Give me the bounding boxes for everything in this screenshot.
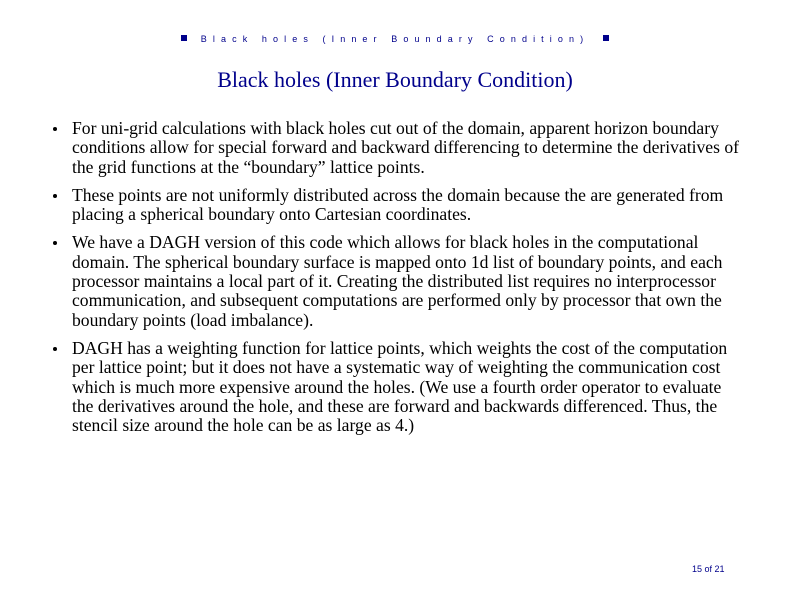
- bullet-text: For uni-grid calculations with black holes cut out of the domain, apparent horizon boundary conditions allow for special forward and backward differencing to determine the derivatives of the grid functions at the “boundary” lattice points.: [72, 118, 740, 177]
- bullet-text: We have a DAGH version of this code which allows for black holes in the computational domain. The spherical boundary surface is mapped onto 1d list of boundary points, and each processor maintains a local part of it. Creating the distributed list requires no interprocessor communication, and subsequent computations are performed only by processor that own the boundary points (load imbalance).: [72, 232, 723, 330]
- bullet-item: [52, 339, 742, 435]
- right-square-icon: [603, 35, 609, 41]
- bullet-text: DAGH has a weighting function for lattice points, which weights the cost of the computation per lattice point; but it does not have a systematic way of weighting the communication cost which is much more expensive around the holes. (We use a fourth order operator to evaluate the derivatives around the hole, and these are forward and backwards differenced. Thus, the stencil size around the hole can be as large as 4.): [72, 337, 728, 436]
- bullet-dot-icon: [53, 241, 57, 245]
- slide-title: Black holes (Inner Boundary Condition): [217, 67, 573, 92]
- bullet-item: [52, 233, 742, 329]
- running-header: [0, 34, 790, 44]
- bullet-dot-icon: [53, 127, 57, 131]
- bullet-text: These points are not uniformly distributed across the domain because the are generated from placing a spherical boundary onto Cartesian coordinates.: [72, 184, 724, 225]
- page-number: 15 of 21: [692, 564, 725, 574]
- bullet-item: [52, 119, 742, 177]
- bullet-dot-icon: [53, 194, 57, 198]
- running-header-title: Black holes (Inner Boundary Condition): [200, 34, 590, 44]
- bullet-dot-icon: [53, 347, 57, 351]
- left-square-icon: [181, 35, 187, 41]
- bullet-item: [52, 186, 742, 225]
- bullet-list: [52, 119, 742, 444]
